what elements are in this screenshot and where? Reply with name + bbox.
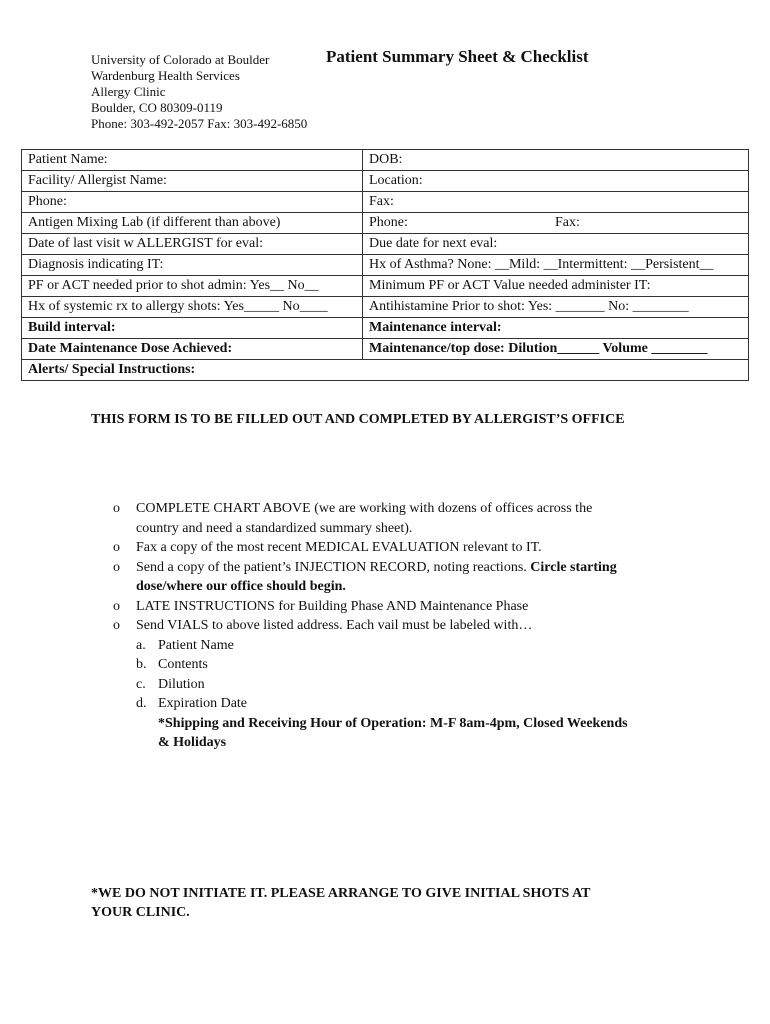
alerts-special-instructions-field[interactable]: Alerts/ Special Instructions:	[22, 360, 749, 381]
bullet-marker: o	[113, 618, 120, 633]
org-line-phone-fax: Phone: 303-492-2057 Fax: 303-492-6850	[91, 116, 308, 131]
phone-field[interactable]: Phone:	[22, 192, 363, 213]
org-line-university: University of Colorado at Boulder	[91, 52, 270, 67]
table-row	[22, 360, 749, 381]
checklist-item-emphasis: Circle starting	[530, 559, 617, 575]
sub-item-patient-name	[136, 636, 234, 656]
bullet-marker: o	[113, 598, 120, 614]
lab-phone-fax-field[interactable]	[363, 213, 749, 234]
checklist-item-text: LATE INSTRUCTIONS for Building Phase AND Maintenance Phase	[136, 598, 529, 614]
sub-item-text: Contents	[158, 657, 208, 672]
min-pf-act-value-field[interactable]: Minimum PF or ACT Value needed administer IT:	[363, 276, 749, 297]
form-notice: THIS FORM IS TO BE FILLED OUT AND COMPLETED BY ALLERGIST’S OFFICE	[91, 412, 625, 427]
table-row	[22, 339, 749, 360]
table-row	[22, 171, 749, 192]
sub-item-marker: b.	[136, 657, 147, 672]
table-row	[22, 276, 749, 297]
checklist-item-text: Send VIALS to above listed address. Each vail must be labeled with…	[136, 618, 533, 633]
last-visit-field[interactable]: Date of last visit w ALLERGIST for eval:	[22, 234, 363, 255]
table-row	[22, 150, 749, 171]
table-row	[22, 255, 749, 276]
sub-item-contents	[136, 655, 208, 675]
fax-field[interactable]: Fax:	[363, 192, 749, 213]
sub-item-text: Patient Name	[158, 637, 234, 653]
checklist-item-continuation: country and need a standardized summary sheet).	[136, 520, 413, 536]
checklist-item-emphasis-continuation: dose/where our office should begin.	[136, 579, 346, 594]
footer-line-2: YOUR CLINIC.	[91, 905, 190, 920]
footer-notice	[91, 884, 590, 922]
sub-item-marker: d.	[136, 696, 147, 711]
sub-item-marker: a.	[136, 637, 146, 653]
checklist-item-text: COMPLETE CHART ABOVE (we are working with dozens of offices across the	[136, 501, 593, 516]
bullet-marker: o	[113, 540, 120, 555]
org-line-health-services: Wardenburg Health Services	[91, 68, 240, 83]
sub-item-marker: c.	[136, 676, 146, 692]
facility-allergist-field[interactable]: Facility/ Allergist Name:	[22, 171, 363, 192]
bullet-marker: o	[113, 501, 120, 516]
patient-summary-table	[21, 149, 749, 381]
next-eval-due-field[interactable]: Due date for next eval:	[363, 234, 749, 255]
asthma-history-field[interactable]: Hx of Asthma? None: __Mild: __Intermittent: __Persistent__	[363, 255, 749, 276]
table-row	[22, 297, 749, 318]
clinic-address-block	[91, 52, 307, 132]
lab-phone-label: Phone:	[369, 215, 408, 230]
org-line-clinic: Allergy Clinic	[91, 84, 166, 99]
sub-item-expiration-date	[136, 694, 248, 714]
table-row	[22, 192, 749, 213]
systemic-rx-history-field[interactable]: Hx of systemic rx to allergy shots: Yes_____ No____	[22, 297, 363, 318]
sub-item-text: Dilution	[158, 676, 205, 692]
table-row	[22, 213, 749, 234]
maintenance-dose-field[interactable]: Maintenance/top dose: Dilution______ Volume ________	[363, 339, 749, 360]
patient-name-field[interactable]: Patient Name:	[22, 150, 363, 171]
build-interval-field[interactable]: Build interval:	[22, 318, 363, 339]
checklist-item-text: Fax a copy of the most recent MEDICAL EVALUATION relevant to IT.	[136, 540, 542, 555]
shipping-hours-note-continuation: & Holidays	[158, 735, 227, 750]
antihistamine-field[interactable]: Antihistamine Prior to shot: Yes: _______ No: ________	[363, 297, 749, 318]
page-title: Patient Summary Sheet & Checklist	[326, 47, 589, 66]
sub-item-dilution	[136, 675, 205, 695]
location-field[interactable]: Location:	[363, 171, 749, 192]
lab-fax-label: Fax:	[555, 215, 580, 230]
table-row	[22, 318, 749, 339]
table-row	[22, 234, 749, 255]
diagnosis-field[interactable]: Diagnosis indicating IT:	[22, 255, 363, 276]
maintenance-interval-field[interactable]: Maintenance interval:	[363, 318, 749, 339]
dob-field[interactable]: DOB:	[363, 150, 749, 171]
sub-item-text: Expiration Date	[158, 696, 248, 711]
bullet-marker: o	[113, 559, 120, 575]
antigen-mixing-lab-field[interactable]: Antigen Mixing Lab (if different than above)	[22, 213, 363, 234]
pf-act-needed-field[interactable]: PF or ACT needed prior to shot admin: Yes__ No__	[22, 276, 363, 297]
shipping-hours-note: *Shipping and Receiving Hour of Operation: M-F 8am-4pm, Closed Weekends	[158, 715, 628, 731]
maintenance-date-field[interactable]: Date Maintenance Dose Achieved:	[22, 339, 363, 360]
org-line-city: Boulder, CO 80309-0119	[91, 100, 223, 115]
checklist-item-text: Send a copy of the patient’s INJECTION RECORD, noting reactions.	[136, 559, 527, 575]
footer-line-1: *WE DO NOT INITIATE IT. PLEASE ARRANGE TO GIVE INITIAL SHOTS AT	[91, 886, 591, 901]
checklist	[113, 499, 733, 759]
